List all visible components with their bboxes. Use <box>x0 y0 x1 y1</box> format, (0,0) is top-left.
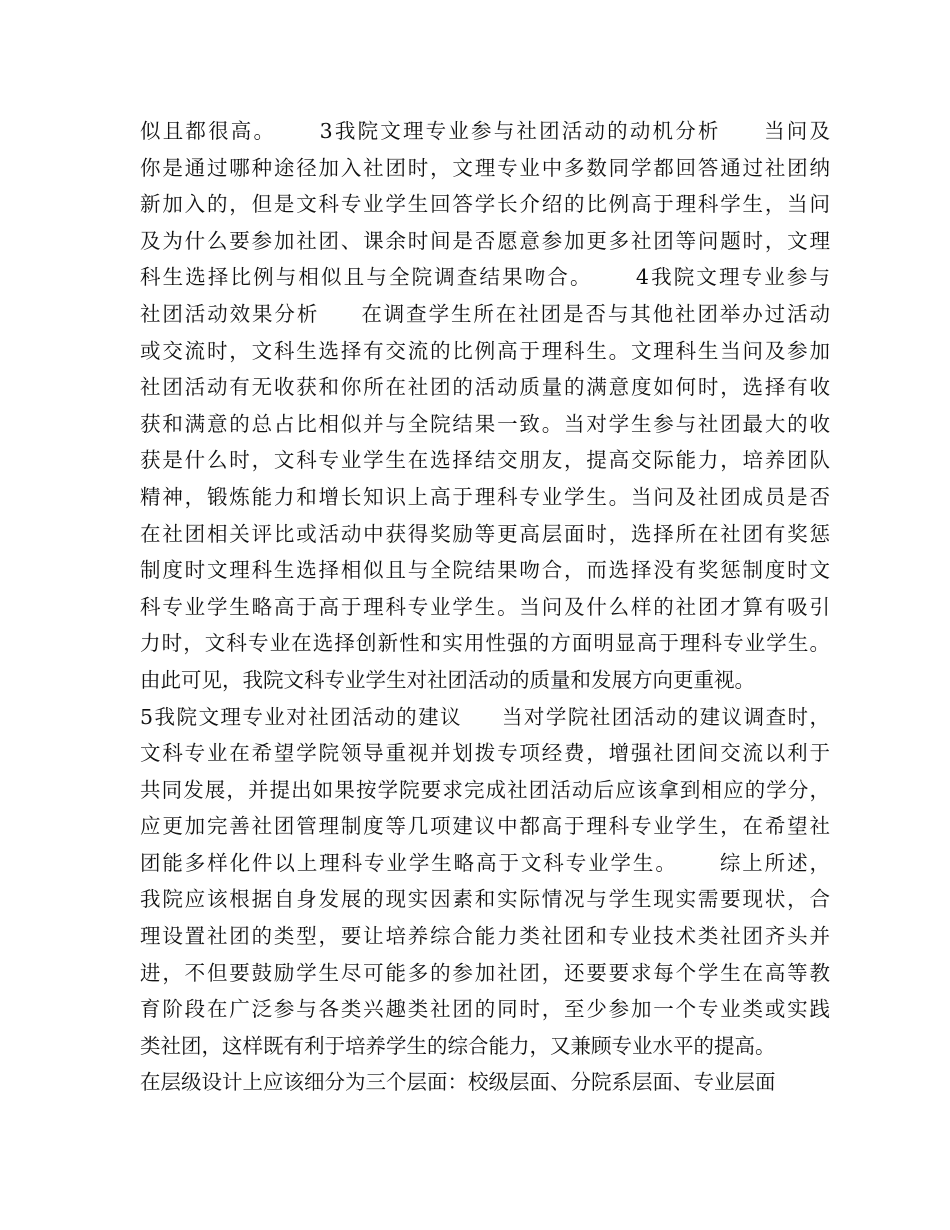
text-line: 科生选择比例与相似且与全院调查结果吻合。 4我院文理专业参与 <box>140 265 830 290</box>
text-line: 社团活动效果分析 在调查学生所在社团是否与其他社团举办过活动 <box>140 301 830 326</box>
text-line: 类社团，这样既有利于培养学生的综合能力，又兼顾专业水平的提高。 <box>140 1033 776 1058</box>
body-text <box>140 113 830 1101</box>
text-line: 在社团相关评比或活动中获得奖励等更高层面时，选择所在社团有奖惩 <box>140 521 830 546</box>
text-line: 获和满意的总占比相似并与全院结果一致。当对学生参与社团最大的收 <box>140 411 830 436</box>
text-line: 5我院文理专业对社团活动的建议 当对学院社团活动的建议调查时， <box>140 704 830 729</box>
text-line: 力时，文科专业在选择创新性和实用性强的方面明显高于理科专业学生。 <box>140 631 830 656</box>
text-line: 制度时文理科生选择相似且与全院结果吻合，而选择没有奖惩制度时文 <box>140 558 830 583</box>
text-line: 团能多样化件以上理科专业学生略高于文科专业学生。 综上所述， <box>140 850 830 875</box>
text-line: 你是通过哪种途径加入社团时，文理专业中多数同学都回答通过社团纳 <box>140 155 830 180</box>
text-line: 进，不但要鼓励学生尽可能多的参加社团，还要要求每个学生在高等教 <box>140 960 830 985</box>
text-line: 社团活动有无收获和你所在社团的活动质量的满意度如何时，选择有收 <box>140 375 830 400</box>
text-line: 在层级设计上应该细分为三个层面：校级层面、分院系层面、专业层面 <box>140 1070 776 1095</box>
text-line: 理设置社团的类型，要让培养综合能力类社团和专业技术类社团齐头并 <box>140 924 830 949</box>
text-line: 似且都很高。 3我院文理专业参与社团活动的动机分析 当问及 <box>140 119 830 143</box>
text-line: 应更加完善社团管理制度等几项建议中都高于理科专业学生，在希望社 <box>140 814 830 839</box>
text-line: 及为什么要参加社团、课余时间是否愿意参加更多社团等问题时，文理 <box>140 228 830 253</box>
text-line: 新加入的，但是文科专业学生回答学长介绍的比例高于理科学生，当问 <box>140 192 830 217</box>
text-line: 获是什么时，文科专业学生在选择结交朋友，提高交际能力，培养团队 <box>140 448 830 473</box>
text-line: 或交流时，文科生选择有交流的比例高于理科生。文理科生当问及参加 <box>140 338 830 363</box>
text-line: 精神，锻炼能力和增长知识上高于理科专业学生。当问及社团成员是否 <box>140 484 830 509</box>
text-line: 科专业学生略高于高于理科专业学生。当问及什么样的社团才算有吸引 <box>140 594 830 619</box>
text-line: 文科专业在希望学院领导重视并划拨专项经费，增强社团间交流以利于 <box>140 741 830 766</box>
text-line: 共同发展，并提出如果按学院要求完成社团活动后应该拿到相应的学分， <box>140 777 830 802</box>
text-line: 育阶段在广泛参与各类兴趣类社团的同时，至少参加一个专业类或实践 <box>140 997 830 1022</box>
text-line: 我院应该根据自身发展的现实因素和实际情况与学生现实需要现状，合 <box>140 887 830 912</box>
text-line: 由此可见，我院文科专业学生对社团活动的质量和发展方向更重视。 <box>140 667 755 692</box>
